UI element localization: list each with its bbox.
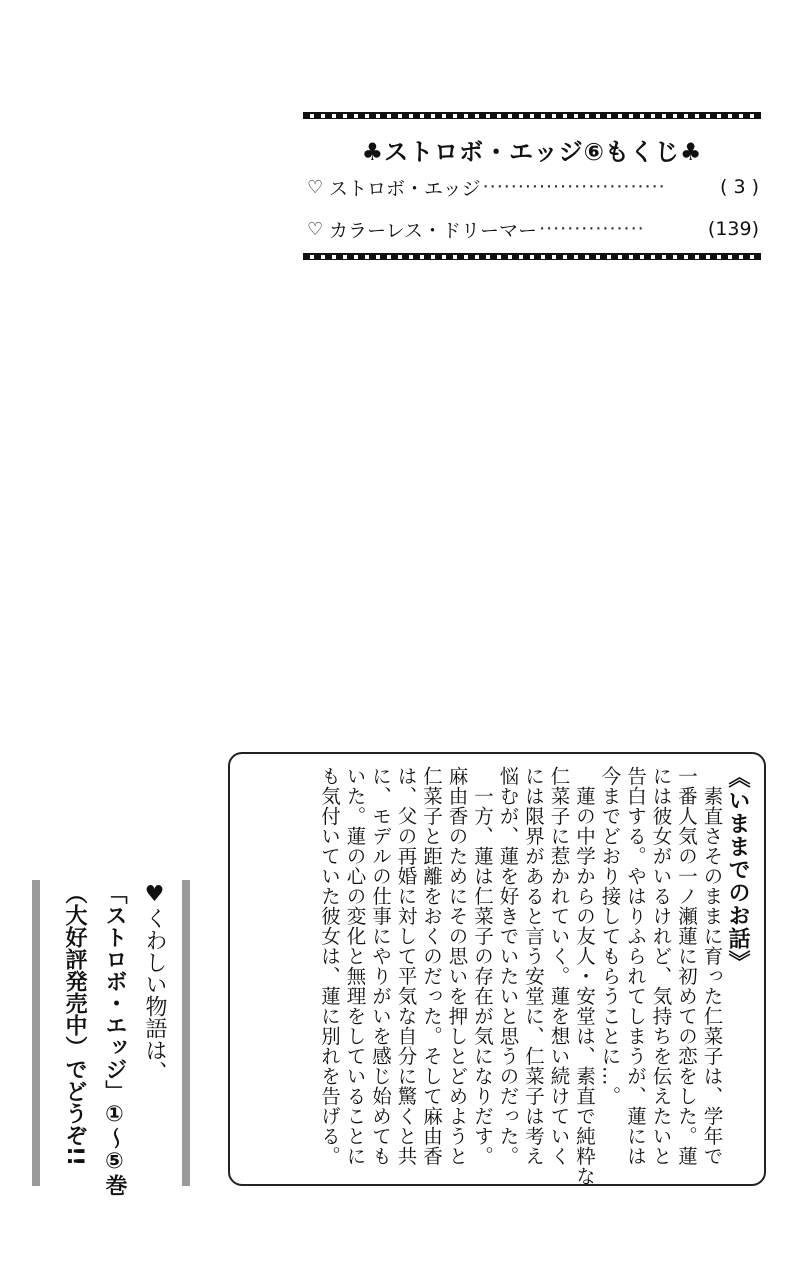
- toc-item-label: カラーレス・ドリーマー: [329, 219, 538, 242]
- toc-top-border: [303, 112, 761, 119]
- table-of-contents: [303, 112, 761, 260]
- story-line: 一方、蓮は仁菜子の存在が気になりだす。: [471, 766, 494, 1166]
- note-line: ♥くわしい物語は、: [142, 882, 167, 1083]
- story-line: は、父の再婚に対して平気な自分に驚くと共: [394, 766, 418, 1166]
- heart-icon: ♡: [307, 176, 324, 198]
- toc-item-page: (139): [707, 218, 759, 240]
- toc-title: ♣ストロボ・エッジ⑥もくじ♣: [361, 138, 703, 166]
- toc-item-page: ( 3 ): [720, 176, 759, 198]
- story-line: に、モデルの仕事にやりがいを感じ始めても: [369, 766, 392, 1166]
- story-line: 一番人気の一ノ瀬蓮に初めての恋をした。蓮: [675, 766, 698, 1166]
- story-line: 今までどおり接してもらうことに…。: [598, 766, 622, 1106]
- gray-bar: [182, 880, 190, 1186]
- story-summary-box: [228, 752, 766, 1186]
- toc-item-strobe-edge[interactable]: [307, 172, 759, 202]
- story-line: 仁菜子と距離をおくのだった。そして麻由香: [420, 766, 443, 1166]
- story-line: 蓮の中学からの友人・安堂は、素直で純粋な: [573, 766, 596, 1186]
- story-line: 素直さそのままに育った仁菜子は、学年で: [700, 766, 724, 1166]
- story-line: いた。蓮の心の変化と無理をしていることに: [343, 766, 367, 1166]
- story-line: には彼女がいるけれど、気持ちを伝えたいと: [649, 766, 673, 1166]
- note-text: [54, 882, 174, 1196]
- gray-bar: [32, 880, 40, 1186]
- story-line: も気付いていた彼女は、蓮に別れを告げる。: [318, 766, 341, 1166]
- story-title: 《いままでのお話》: [725, 766, 750, 973]
- heart-icon: ♡: [307, 218, 324, 240]
- series-note: [32, 880, 190, 1196]
- leader-dots: ··························: [482, 176, 666, 198]
- leader-dots: ···············: [539, 218, 645, 240]
- story-line: 告白する。やはりふられてしまうが、蓮には: [624, 766, 647, 1166]
- note-series-title: 「ストロボ・エッジ」①～⑤巻: [102, 882, 127, 1196]
- note-line: （大好評発売中）でどうぞ!!: [62, 882, 87, 1167]
- toc-item-colorless-dreamer[interactable]: [307, 214, 759, 244]
- story-text: [317, 766, 751, 1186]
- story-line: 悩むが、蓮を好きでいたいと思うのだった。: [496, 766, 520, 1166]
- toc-item-label: ストロボ・エッジ: [329, 177, 481, 200]
- story-line: 麻由香のためにその思いを押しとどめようと: [445, 766, 469, 1166]
- story-line: には限界があると言う安堂に、仁菜子は考え: [522, 766, 545, 1166]
- story-line: 仁菜子に惹かれていく。蓮を想い続けていく: [547, 766, 571, 1166]
- toc-bottom-border: [303, 253, 761, 260]
